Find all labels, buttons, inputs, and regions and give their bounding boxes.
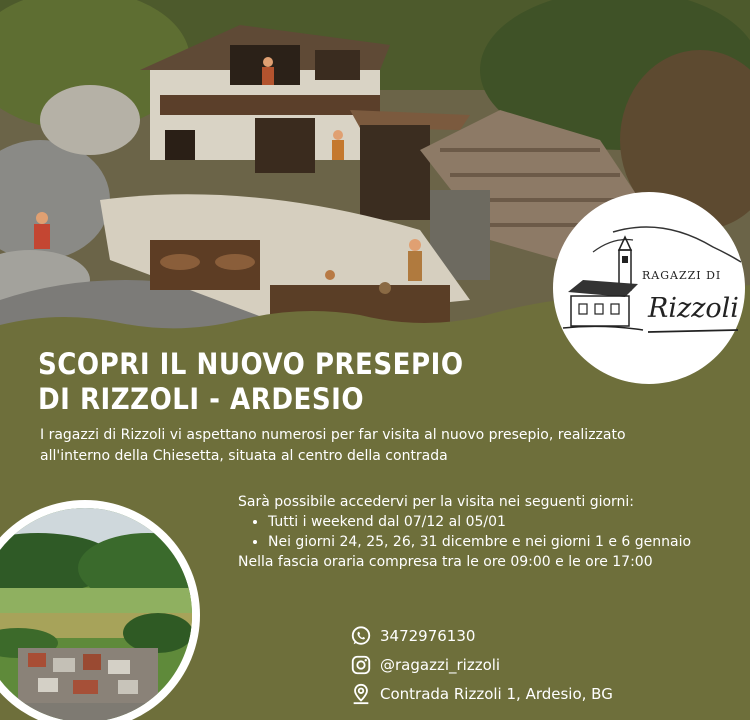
logo: [553, 192, 745, 384]
church-illustration-icon: [553, 192, 745, 384]
village-photo: [0, 500, 200, 720]
logo-main-text: Rizzoli: [648, 293, 739, 324]
logo-top-text: RAGAZZI DI: [642, 269, 722, 282]
title-line-1: SCOPRI IL NUOVO PRESEPIO: [38, 347, 464, 381]
phone-number: 3472976130: [380, 627, 476, 645]
title-line-2: DI RIZZOLI - ARDESIO: [38, 382, 364, 416]
contact-instagram[interactable]: [350, 653, 613, 677]
instagram-icon: [350, 654, 372, 676]
whatsapp-icon: [350, 625, 372, 647]
visit-info: [238, 492, 718, 572]
intro-text: I ragazzi di Rizzoli vi aspettano numerosi per far visita al nuovo presepio, realizzato all'interno della Chiesetta, situata al centro della contrada: [40, 427, 626, 464]
list-item: • Nei giorni 24, 25, 26, 31 dicembre e nei giorni 1 e 6 gennaio: [268, 532, 718, 552]
contacts: [350, 624, 613, 711]
instagram-handle: @ragazzi_rizzoli: [380, 656, 501, 674]
list-item: • Tutti i weekend dal 07/12 al 05/01: [268, 512, 718, 532]
contact-phone[interactable]: [350, 624, 613, 648]
visit-lead: Sarà possibile accedervi per la visita nei seguenti giorni:: [238, 494, 635, 510]
visit-hours: Nella fascia oraria compresa tra le ore 09:00 e le ore 17:00: [238, 554, 653, 570]
contact-address[interactable]: [350, 682, 613, 706]
address-text: Contrada Rizzoli 1, Ardesio, BG: [380, 685, 613, 703]
page-title: [38, 347, 464, 417]
visit-days-list: [238, 512, 718, 552]
map-pin-icon: [350, 683, 372, 705]
